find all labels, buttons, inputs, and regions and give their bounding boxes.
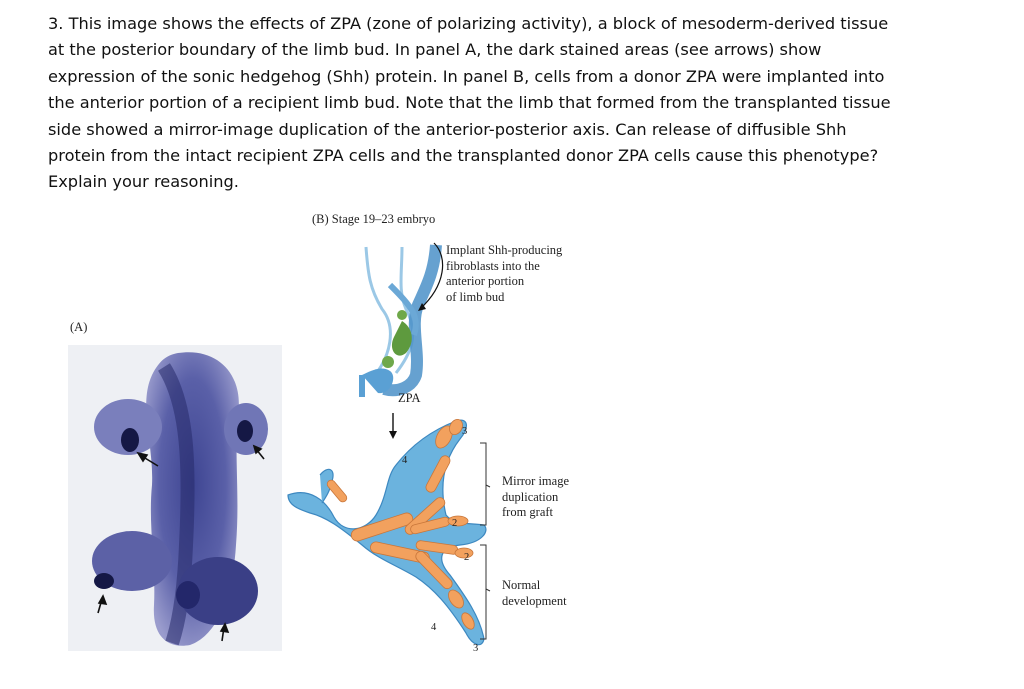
normal-caption xyxy=(502,578,567,609)
stain-spot xyxy=(121,428,139,452)
caption-line: from graft xyxy=(502,505,554,519)
embryo-photo xyxy=(68,345,282,651)
caption-line: fibroblasts into the xyxy=(446,258,540,273)
stain-spot xyxy=(94,573,114,589)
question-line: expression of the sonic hedgehog (Shh) protein. In panel B, cells from a donor ZPA were implanted into xyxy=(48,66,885,86)
caption-line: development xyxy=(502,593,567,608)
question-line: 3. This image shows the effects of ZPA (zone of polarizing activity), a block of mesoderm-derived tissue xyxy=(48,14,889,33)
caption-line: Mirror image xyxy=(502,474,569,488)
implant-site xyxy=(397,310,407,320)
panel-b-label: (B) Stage 19–23 embryo xyxy=(312,212,436,226)
caption-line: anterior portion xyxy=(446,274,525,288)
question-line: the anterior portion of a recipient limb bud. Note that the limb that formed from the transplanted tissue xyxy=(48,93,891,113)
duplicated-limb xyxy=(288,420,486,645)
embryo-outline xyxy=(362,245,436,397)
implant-caption xyxy=(446,243,562,305)
digit-number: 2 xyxy=(464,552,470,563)
brackets xyxy=(480,443,490,639)
question-line: protein from the intact recipient ZPA cells and the transplanted donor ZPA cells cause this phenotype? xyxy=(48,146,879,166)
zpa-region xyxy=(382,356,394,368)
question-line: at the posterior boundary of the limb bud. In panel A, the dark stained areas (see arrows) show xyxy=(48,40,822,60)
digit-number: 3 xyxy=(473,643,479,654)
stain-spot xyxy=(237,420,253,442)
caption-line: of limb bud xyxy=(446,289,505,304)
mirror-caption xyxy=(502,474,569,521)
digit-number: 3 xyxy=(462,426,468,437)
question-line: side showed a mirror-image duplication of the anterior-posterior axis. Can release of diffusible Shh xyxy=(48,119,847,139)
question-line: Explain your reasoning. xyxy=(48,172,239,192)
caption-line: Normal xyxy=(502,578,541,592)
panel-a-label: (A) xyxy=(70,320,88,334)
digit-number: 4 xyxy=(431,622,437,633)
zpa-label: ZPA xyxy=(398,391,421,405)
caption-line: duplication xyxy=(502,489,559,504)
question-text xyxy=(48,11,914,196)
digit-number: 2 xyxy=(452,518,458,529)
caption-line: Implant Shh-producing xyxy=(446,243,563,257)
zpa-arrow-head xyxy=(389,431,397,439)
digit-number: 4 xyxy=(402,455,408,466)
stain-spot xyxy=(176,581,200,609)
